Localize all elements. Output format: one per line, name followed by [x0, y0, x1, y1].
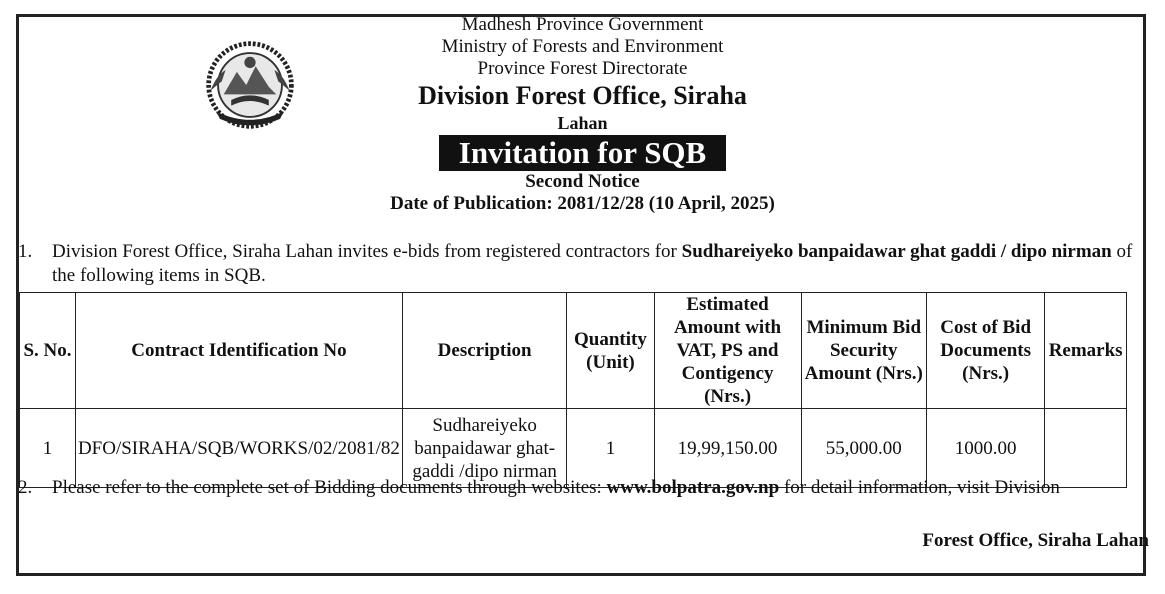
paragraph-text-end: for detail information, visit Division — [779, 477, 1060, 498]
header-document-cost: Cost of Bid Documents (Nrs.) — [926, 293, 1044, 409]
office-name: Division Forest Office, Siraha — [418, 81, 747, 110]
cell-document-cost: 1000.00 — [926, 409, 1044, 488]
ministry-name: Ministry of Forests and Environment — [441, 36, 724, 57]
notice-label: Second Notice — [525, 171, 640, 192]
header-bid-security: Minimum Bid Security Amount (Nrs.) — [801, 293, 926, 409]
province-government: Madhesh Province Government — [461, 14, 704, 35]
signoff: Forest Office, Siraha Lahan — [922, 530, 1149, 551]
cell-contract-id: DFO/SIRAHA/SQB/WORKS/02/2081/82 — [75, 409, 402, 488]
website-link[interactable]: www.bolpatra.gov.np — [606, 477, 780, 498]
cell-bid-security: 55,000.00 — [801, 409, 926, 488]
directorate-name: Province Forest Directorate — [477, 58, 688, 79]
office-location: Lahan — [557, 113, 608, 133]
header-serial-no: S. No. — [20, 293, 76, 409]
cell-description: Sudhareiyeko banpaidawar ghat-gaddi /dipo nirman — [402, 409, 566, 488]
header-contract-id: Contract Identification No — [75, 293, 402, 409]
header-quantity: Quantity (Unit) — [567, 293, 654, 409]
paragraph-text-end: of the following items in SQB. — [52, 241, 1133, 286]
header-description: Description — [402, 293, 566, 409]
header — [0, 14, 1165, 215]
items-table — [19, 292, 1127, 488]
header-remarks: Remarks — [1045, 293, 1127, 409]
cell-estimated-amount: 19,99,150.00 — [654, 409, 801, 488]
paragraph-number: 1. — [18, 241, 33, 262]
cell-quantity: 1 — [567, 409, 654, 488]
paragraph-text: Division Forest Office, Siraha Lahan invites e-bids from registered contractors for — [52, 241, 682, 262]
table-header-row — [20, 293, 1127, 409]
paragraph-number: 2. — [18, 477, 33, 498]
paragraph-text: Please refer to the complete set of Bidding documents through websites: — [52, 477, 607, 498]
publication-date: Date of Publication: 2081/12/28 (10 April, 2025) — [390, 193, 775, 214]
paragraph-2 — [18, 476, 1151, 500]
notice-banner: Invitation for SQB — [439, 135, 726, 171]
project-name: Sudhareiyeko banpaidawar ghat gaddi / dipo nirman — [681, 241, 1112, 262]
header-estimated-amount: Estimated Amount with VAT, PS and Contigency (Nrs.) — [654, 293, 801, 409]
cell-serial-no: 1 — [20, 409, 76, 488]
paragraph-1 — [18, 240, 1151, 288]
